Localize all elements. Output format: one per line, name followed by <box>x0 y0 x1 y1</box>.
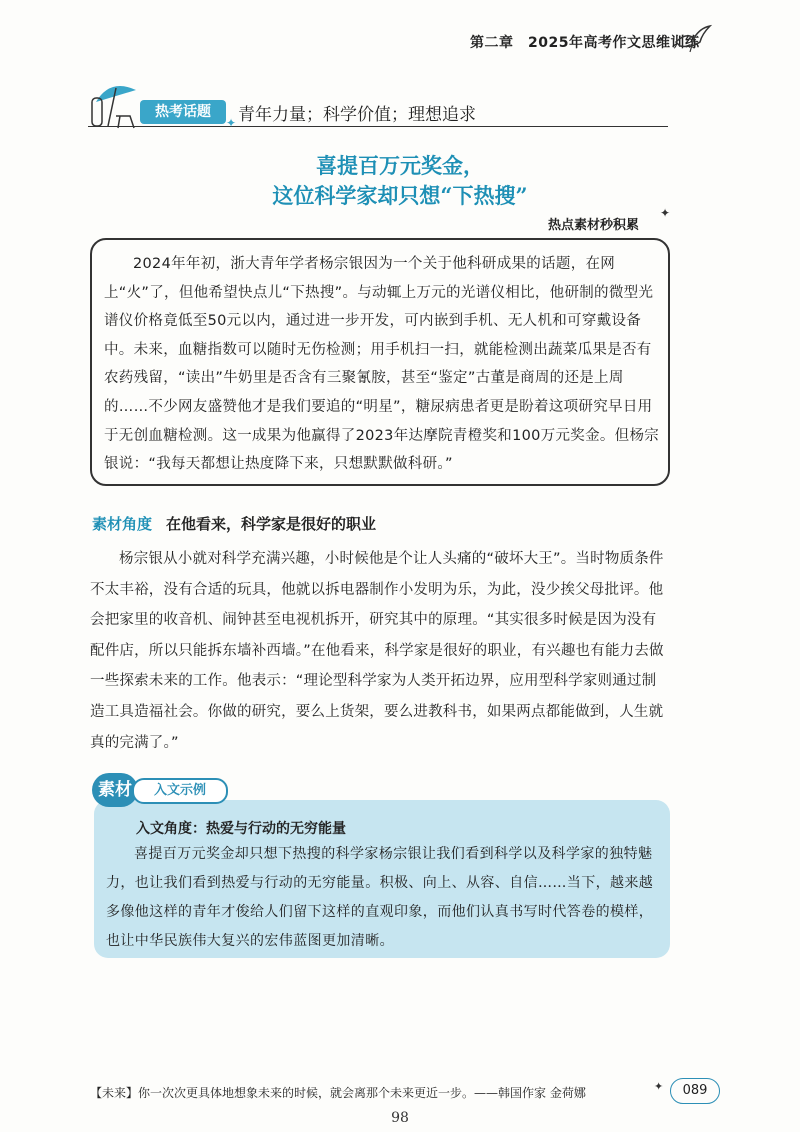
article-title-line2: 这位科学家却只想“下热搜” <box>272 183 528 208</box>
sparkle-icon: ✦ <box>654 1080 664 1093</box>
angle-heading <box>92 513 376 534</box>
example-badge: 素材 <box>92 773 138 807</box>
page-badge: 089 <box>670 1078 720 1104</box>
chapter-header: 第二章 2025年高考作文思维训练 <box>470 35 700 51</box>
footer-quote: 【未来】你一次次更具体地想象未来的时候，就会离那个未来更近一步。——韩国作家 金荷娜 <box>90 1086 586 1100</box>
angle-body: 杨宗银从小就对科学充满兴趣，小时候他是个让人头痛的“破坏大王”。当时物质条件不太丰裕，没有合适的玩具，他就以拆电器制作小发明为乐，为此，没少挨父母批评。他会把家里的收音机、闹钟甚至电视机拆开，研究其中的原理。“其实很多时候是因为没有配件店，所以只能拆东墙补西墙。”在他看来，科学家是很好的职业，有兴趣也有能力去做一些探索未来的工作。他表示：“理论型科学家为人类开拓边界，应用型科学家则通过制造工具造福社会。你做的研究，要么上货架，要么进教科书，如果两点都能做到，人生就真的完满了。” <box>90 551 664 751</box>
sparkle-icon: ✦ <box>660 206 671 220</box>
angle-label: 素材角度 <box>92 515 153 533</box>
umbrella-icon <box>90 76 140 130</box>
example-text: 喜提百万元奖金却只想下热搜的科学家杨宗银让我们看到科学以及科学家的独特魅力，也让我们看到热爱与行动的无穷能量。积极、向上、从容、自信……当下，越来越多像他这样的青年才俊给人们留下这样的直观印象，而他们认真书写时代答卷的模样，也让中华民族伟大复兴的宏伟蓝图更加清晰。 <box>106 846 654 949</box>
story-text: 2024年年初，浙大青年学者杨宗银因为一个关于他科研成果的话题，在网上“火”了，但他希望快点儿“下热搜”。与动辄上万元的光谱仪相比，他研制的微型光谱仪价格竟低至50元以内，通过进一步开发，可内嵌到手机、无人机和可穿戴设备中。未来，血糖指数可以随时无伤检测；用手机扫一扫，就能检测出蔬菜瓜果是否有农药残留，“读出”牛奶里是否含有三聚氰胺，甚至“鉴定”古董是商周的还是上周的……不少网友盛赞他才是我们要追的“明星”，糖尿病患者更是盼着这项研究早日用于无创血糖检测。这一成果为他赢得了2023年达摩院青橙奖和100万元奖金。但杨宗银说：“我每天都想让热度降下来，只想默默做科研。” <box>104 256 660 473</box>
sparkle-icon: ✦ <box>226 116 237 130</box>
topic-keywords: 青年力量；科学价值；理想追求 <box>238 105 476 125</box>
material-label: 热点素材秒积累 <box>548 218 640 233</box>
topic-tag: 热考话题 <box>140 100 226 124</box>
example-angle: 入文角度：热爱与行动的无穷能量 <box>136 821 346 837</box>
example-tab: 入文示例 <box>132 778 228 804</box>
topic-divider <box>88 126 668 127</box>
angle-heading-text: 在他看来，科学家是很好的职业 <box>166 515 377 533</box>
article-title-line1: 喜提百万元奖金， <box>316 153 484 178</box>
page-number: 98 <box>391 1110 409 1126</box>
bird-icon <box>672 22 712 56</box>
